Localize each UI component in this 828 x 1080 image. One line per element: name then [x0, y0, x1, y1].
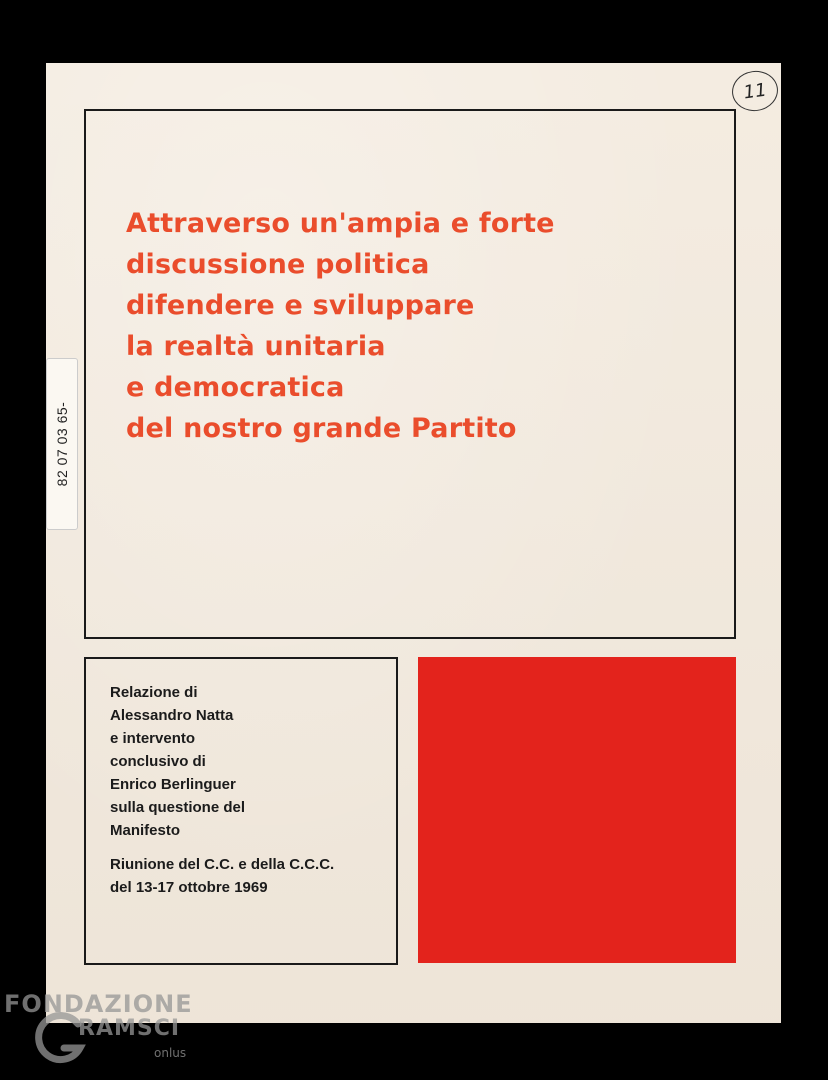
archive-code: 82 07 03 65-	[54, 401, 70, 487]
red-square-block	[418, 657, 736, 963]
title-line: la realtà unitaria	[126, 331, 386, 362]
report-credits	[110, 681, 245, 842]
title-line: Attraverso un'ampia e forte	[126, 208, 555, 239]
title-line: del nostro grande Partito	[126, 413, 517, 444]
archive-label	[46, 358, 78, 530]
watermark-line2: RAMSCI	[78, 1016, 181, 1041]
watermark-line1: FONDAZIONE	[4, 990, 193, 1018]
meeting-details	[110, 853, 334, 899]
info-line: Relazione di	[110, 684, 198, 701]
meeting-line: del 13-17 ottobre 1969	[110, 879, 268, 896]
info-frame	[84, 657, 398, 965]
page-number: 11	[729, 68, 780, 114]
info-line: e intervento	[110, 730, 196, 747]
info-line: sulla questione del	[110, 799, 246, 816]
title-frame	[84, 109, 736, 639]
info-line: conclusivo di	[110, 753, 206, 770]
document-page	[46, 63, 781, 1023]
info-line: Alessandro Natta	[110, 707, 234, 724]
info-line: Enrico Berlinguer	[110, 776, 236, 793]
title-line: discussione politica	[126, 249, 430, 280]
info-line: Manifesto	[110, 822, 181, 839]
title-line: difendere e sviluppare	[126, 290, 475, 321]
watermark-suffix: onlus	[154, 1046, 187, 1060]
document-title	[126, 203, 555, 449]
meeting-line: Riunione del C.C. e della C.C.C.	[110, 856, 335, 873]
title-line: e democratica	[126, 372, 345, 403]
foundation-watermark	[4, 990, 224, 1070]
